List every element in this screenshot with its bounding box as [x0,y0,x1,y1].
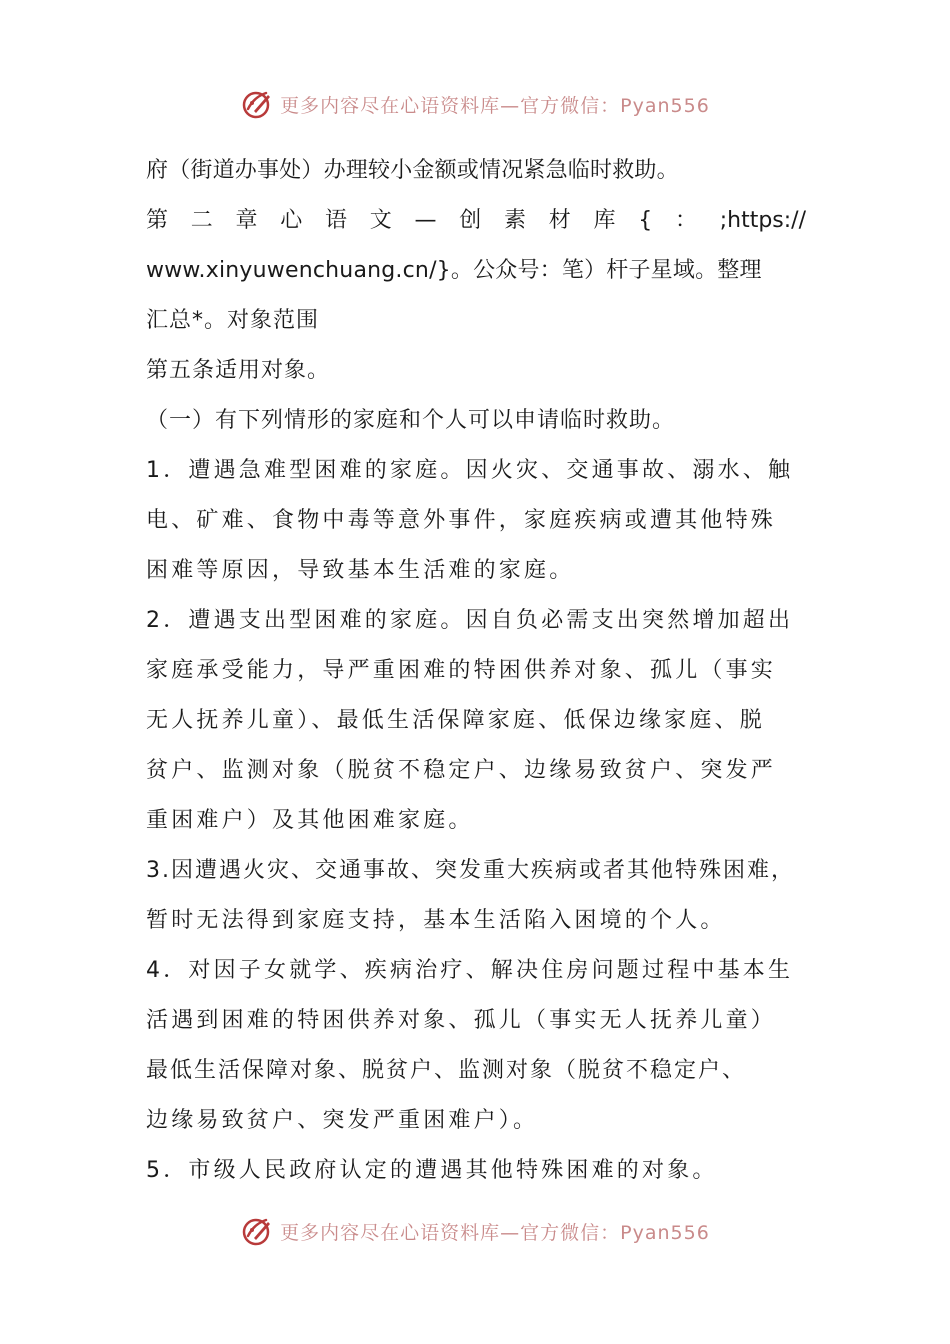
text-line: 电、矿难、食物中毒等意外事件，家庭疾病或遭其他特殊 [146,508,777,533]
char: 材 [548,208,571,233]
char: { [638,208,653,233]
text-line: 2．遭遇支出型困难的家庭。因自负必需支出突然增加超出 [146,608,794,633]
text-line: 1．遭遇急难型困难的家庭。因火灾、交通事故、溺水、触 [146,458,794,483]
text-line: 最低生活保障对象、脱贫户、监测对象（脱贫不稳定户、 [146,1058,747,1083]
char: ： [674,208,697,233]
pen-swirl-logo-icon [240,87,274,121]
text-line: 困难等原因，导致基本生活难的家庭。 [146,558,575,583]
url-fragment: ;https:// [719,208,806,233]
header-banner-text: 更多内容尽在心语资料库—官方微信：Pyan556 [280,94,710,117]
char: 素 [503,208,526,233]
text-line: 家庭承受能力，导严重困难的特困供养对象、孤儿（事实 [146,658,777,683]
char: — [414,208,437,233]
text-line: 3.因遭遇火灾、交通事故、突发重大疾病或者其他特殊困难， [146,858,795,883]
char: 第 [146,208,169,233]
footer-banner [0,1211,950,1251]
text-line: （一）有下列情形的家庭和个人可以申请临时救助。 [146,408,676,433]
text-line: www.xinyuwenchuang.cn/}。公众号：笔）杆子星域。整理 [146,258,762,283]
char: 库 [593,208,616,233]
text-line: 府（街道办事处）办理较小金额或情况紧急临时救助。 [146,158,679,183]
text-line: 贫户、监测对象（脱贫不稳定户、边缘易致贫户、突发严 [146,758,777,783]
text-line: 汇总*。对象范围 [146,308,320,333]
text-line: 活遇到困难的特困供养对象、孤儿（事实无人抚养儿童） [146,1008,777,1033]
header-banner [0,84,950,124]
text-line: 5．市级人民政府认定的遭遇其他特殊困难的对象。 [146,1158,718,1183]
char: 二 [190,208,213,233]
pen-swirl-logo-icon [240,1214,274,1248]
text-line: 4．对因子女就学、疾病治疗、解决住房问题过程中基本生 [146,958,794,983]
char: 创 [459,208,482,233]
text-line: 重困难户）及其他困难家庭。 [146,808,474,833]
text-line: 无人抚养儿童）、最低生活保障家庭、低保边缘家庭、脱 [146,708,766,733]
text-line: 第五条适用对象。 [146,358,331,383]
char: 文 [369,208,392,233]
char: 心 [280,208,303,233]
footer-banner-text: 更多内容尽在心语资料库—官方微信：Pyan556 [280,1221,710,1244]
text-line: 暂时无法得到家庭支持，基本生活陷入困境的个人。 [146,908,726,933]
char: 章 [235,208,258,233]
text-line: 边缘易致贫户、突发严重困难户）。 [146,1108,539,1133]
text-line-spread [146,196,806,246]
document-body [146,146,806,1196]
char: 语 [325,208,348,233]
